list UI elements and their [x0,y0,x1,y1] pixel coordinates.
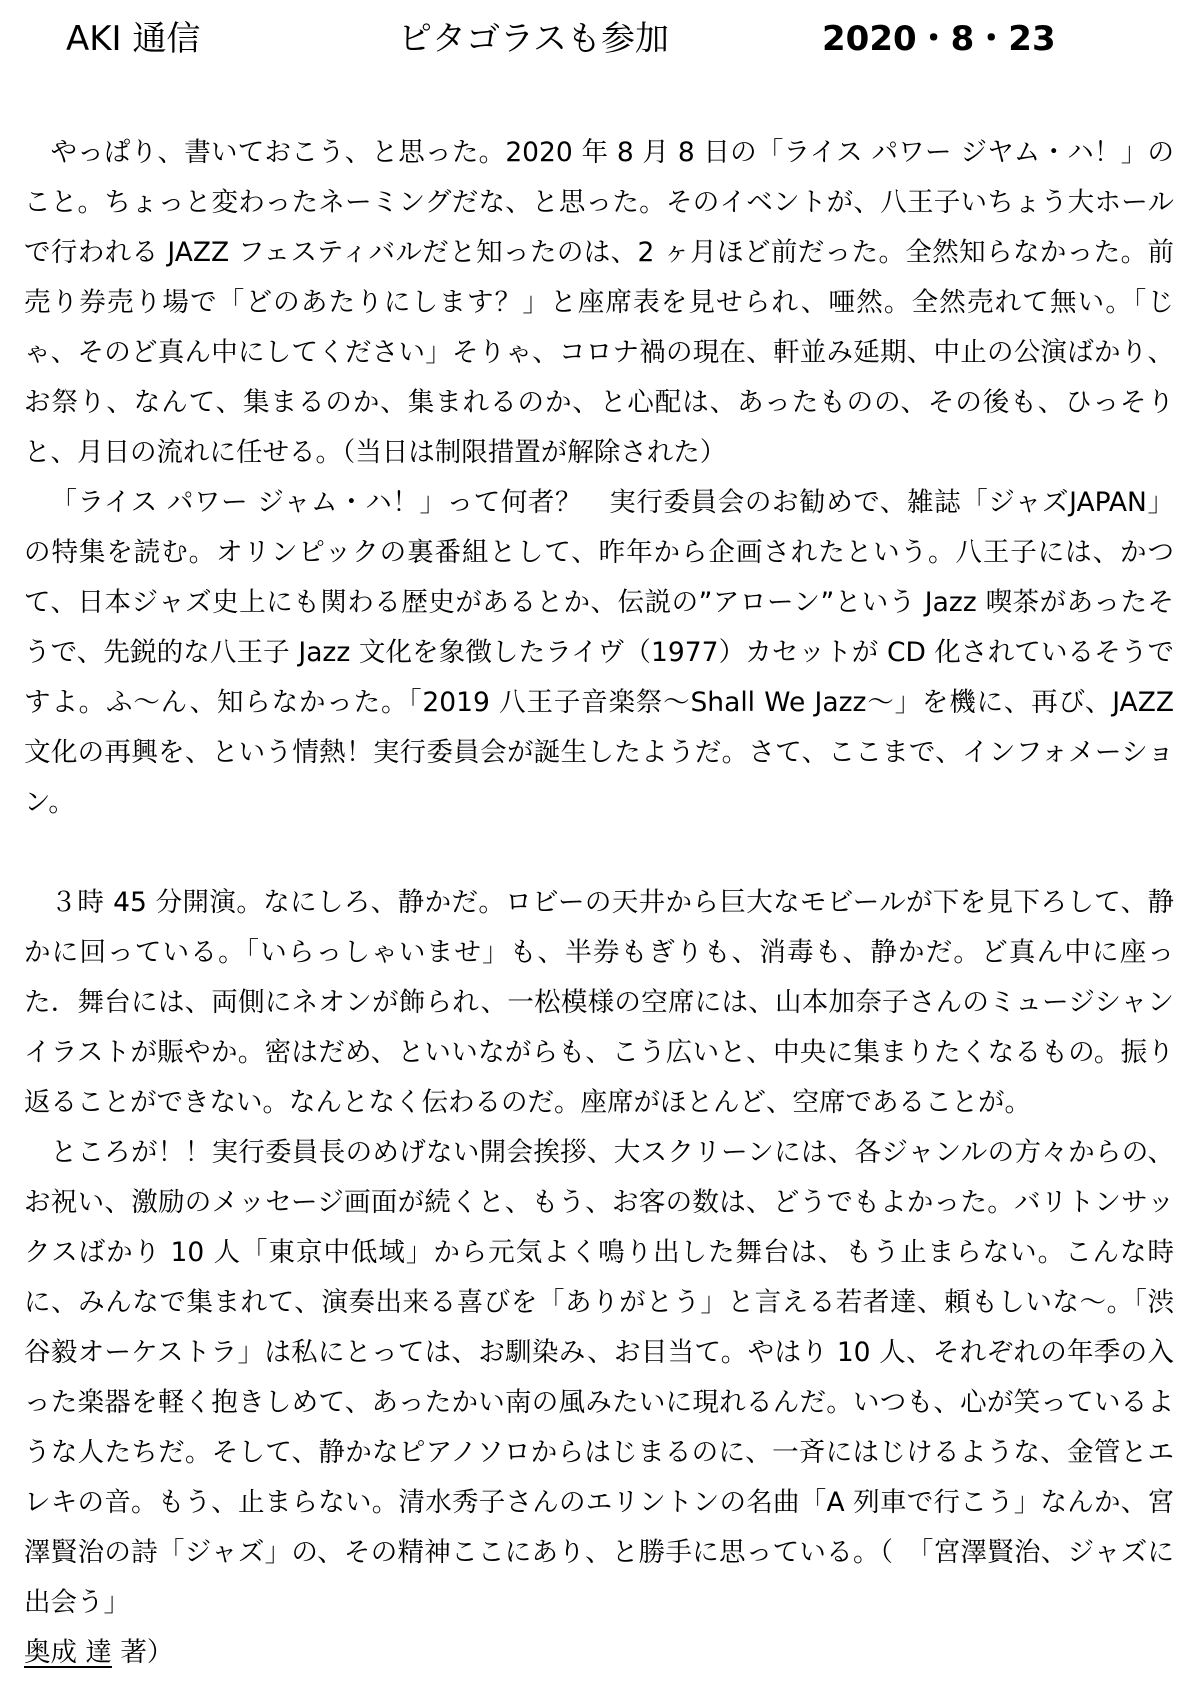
newsletter-name: AKI 通信 [66,19,201,59]
document-date: 2020・8・23 [822,19,1056,59]
paragraph-4: ところが！！実行委員長のめげない開会挨拶、大スクリーンには、各ジャンルの方々からの、お祝い、激励のメッセージ画面が続くと、もう、お客の数は、どうでもよかった。バリトンサックスばかり 10 人「東京中低域」から元気よく鳴り出した舞台は、もう止まらない。こんな時に、みんなで集まれて、演奏出来る喜びを「ありがとう」と言える若者達、頼もしいな～。「渋谷毅オーケストラ」は私にとっては、お馴染み、お目当て。やはり 10 人、それぞれの年季の入った楽器を軽く抱きしめて、あったかい南の風みたいに現れるんだ。いつも、心が笑っているような人たちだ。そして、静かなピアノソロからはじまるのに、一斉にはじけるような、金管とエレキの音。もう、止まらない。清水秀子さんのエリントンの名曲「A 列車で行こう」なんか、宮澤賢治の詩「ジャズ」の、その精神ここにあり、と勝手に思っている。（ 「宮澤賢治、ジャズに出会う」 [24,1137,1174,1618]
paragraph-3: ３時 45 分開演。なにしろ、静かだ。ロビーの天井から巨大なモビールが下を見下ろして、静かに回っている。「いらっしゃいませ」も、半券もぎりも、消毒も、静かだ。ど真ん中に座った．舞台には、両側にネオンが飾られ、一松模様の空席には、山本加奈子さんのミュージシャンイラストが賑やか。密はだめ、といいながらも、こう広いと、中央に集まりたくなるもの。振り返ることができない。なんとなく伝わるのだ。座席がほとんど、空席であることが。 [24,887,1174,1118]
citation-line [24,1628,1174,1678]
author-name: 奥成 達 [24,1637,112,1668]
paragraph-1: やっぱり、書いておこう、と思った。2020 年 8 月 8 日の「ライス パワー ジヤム・ハ！」のこと。ちょっと変わったネーミングだな、と思った。そのイベントが、八王子いちょう大ホールで行われる JAZZ フェスティバルだと知ったのは、2 ヶ月ほど前だった。全然知らなかった。前売り券売り場で「どのあたりにします？」と座席表を見せられ、唖然。全然売れて無い。「じゃ、そのど真ん中にしてください」そりゃ、コロナ禍の現在、軒並み延期、中止の公演ばかり、お祭り、なんて、集まるのか、集まれるのか、と心配は、あったものの、その後も、ひっそりと、月日の流れに任せる。（当日は制限措置が解除された） [24,137,1174,468]
author-suffix: 著） [111,1637,174,1668]
document-body [24,128,1174,1678]
document-title: ピタゴラスも参加 [398,19,669,59]
paragraph-2: 「ライス パワー ジャム・ハ！」って何者？ 実行委員会のお勧めで、雑誌「ジャズJAPAN」の特集を読む。オリンピックの裏番組として、昨年から企画されたという。八王子には、かつて、日本ジャズ史上にも関わる歴史があるとか、伝説の”アローン”という Jazz 喫茶があったそうで、先鋭的な八王子 Jazz 文化を象徴したライヴ（1977）カセットが CD 化されているそうですよ。ふ～ん、知らなかった。「2019 八王子音楽祭～Shall We Jazz～」を機に、再び、JAZZ 文化の再興を、という情熱！実行委員会が誕生したようだ。さて、ここまで、インフォメーション。 [24,487,1174,818]
document-header [0,14,1200,64]
